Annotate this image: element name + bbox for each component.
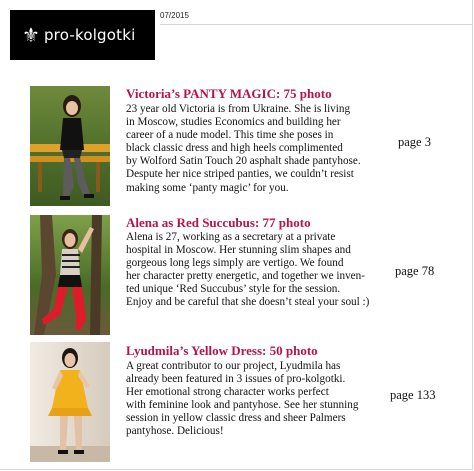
page-number[interactable]: page 3 xyxy=(398,135,431,149)
header-divider xyxy=(160,24,473,25)
photo-lyudmila[interactable] xyxy=(30,342,110,462)
entry-title[interactable]: Lyudmila’s Yellow Dress: 50 photo xyxy=(126,343,318,358)
photo-victoria[interactable] xyxy=(30,86,110,206)
entry-description: Alena is 27, working as a secretary at a private hospital in Moscow. Her stunning slim shapes and gorgeous long legs simply are vertigo. We found her character pretty energetic, and together we inven- ted unique ‘Red Succubus’ style for the session. Enjoy and be careful that she doesn’t steal your soul :) xyxy=(126,231,370,309)
entry-title[interactable]: Alena as Red Succubus: 77 photo xyxy=(126,215,311,230)
page-number[interactable]: page 133 xyxy=(390,388,436,402)
brand-name: pro-kolgotki xyxy=(43,26,136,44)
page-number[interactable]: page 78 xyxy=(395,264,435,278)
logo xyxy=(10,10,155,60)
fleur-de-lis-icon: ⚜ xyxy=(22,23,40,47)
entry-title[interactable]: Victoria’s PANTY MAGIC: 75 photo xyxy=(126,86,332,101)
entry-description: A great contributor to our project, Lyudmila has already been featured in 3 issues of pro-kolgotki. Her emotional strong character works perfect with feminine look and pantyhose. See her stunning session in yellow classic dress and sheer Palmers pantyhose. Delicious! xyxy=(126,360,359,438)
issue-date: 07/2015 xyxy=(160,11,189,20)
photo-alena[interactable] xyxy=(30,215,110,335)
entry-description: 23 year old Victoria is from Ukraine. She is living in Moscow, studies Economics and building her career of a nude model. This time she poses in black classic dress and high heels complimented by Wolford Satin Touch 20 asphalt shade pantyhose. Despute her nice striped panties, we couldn’t resist making some ‘panty magic’ for you. xyxy=(126,103,361,194)
